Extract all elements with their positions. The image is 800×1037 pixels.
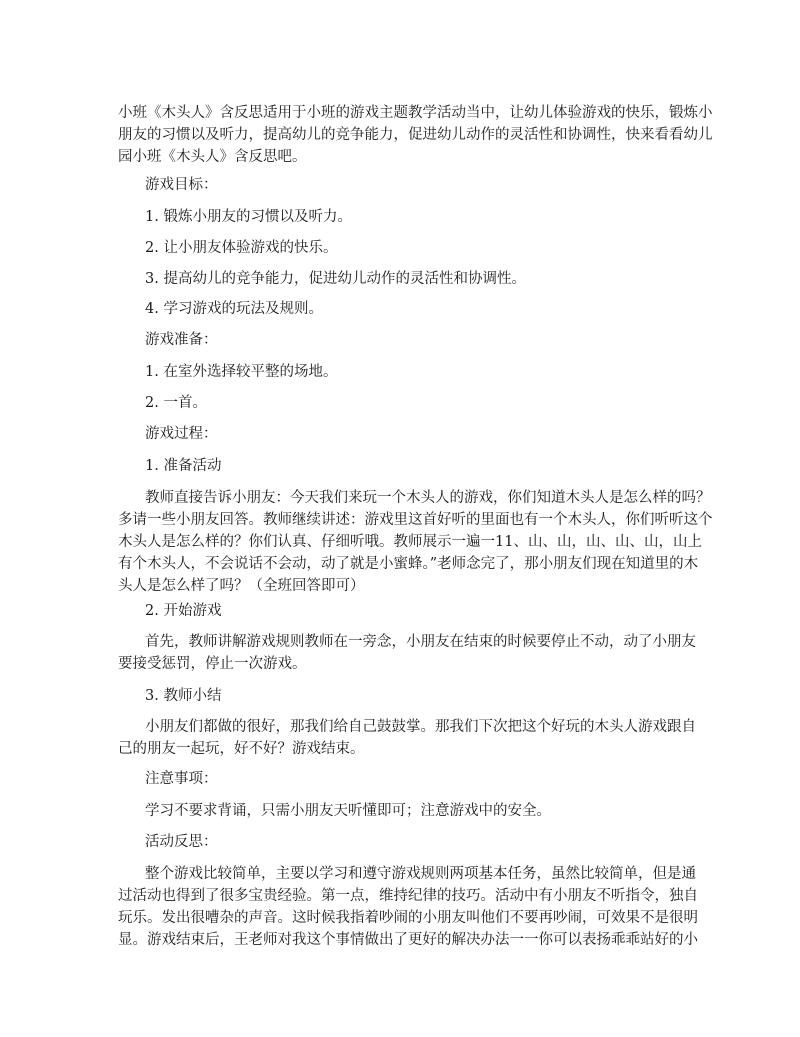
goal-item-2: 2. 让小朋友体验游戏的快乐。 xyxy=(145,240,338,256)
step3-paragraph xyxy=(118,716,696,760)
goal-item-4: 4. 学习游戏的玩法及规则。 xyxy=(145,301,323,317)
notes-text: 学习不要求背诵，只需小朋友天听懂即可；注意游戏中的安全。 xyxy=(145,803,551,819)
step3-line: 小朋友们都做的很好，那我们给自己鼓鼓掌。那我们下次把这个好玩的木头人游戏跟自 xyxy=(145,719,696,735)
step3-title: 3. 教师小结 xyxy=(145,688,222,704)
step1-title: 1. 准备活动 xyxy=(145,458,222,474)
intro-line: 小班《木头人》含反思适用于小班的游戏主题教学活动当中，让幼儿体验游戏的快乐，锻炼小 xyxy=(118,105,713,121)
step3-line: 己的朋友一起玩，好不好？游戏结束。 xyxy=(118,741,365,757)
step2-line: 要接受惩罚，停止一次游戏。 xyxy=(118,656,307,672)
goals-heading: 游戏目标： xyxy=(145,177,218,193)
step1-line: 教师直接告诉小朋友：今天我们来玩一个木头人的游戏，你们知道木头人是怎么样的吗？ xyxy=(145,490,711,506)
step1-line: 多请一些小朋友回答。教师继续讲述：游戏里这首好听的里面也有一个木头人，你们听听这个 xyxy=(118,512,713,528)
step1-line: 木头人是怎么样的？你们认真、仔细听哦。教师展示一遍一11、山、山，山、山、山，山上 xyxy=(118,534,702,550)
step1-line: 有个木头人，不会说话不会动，动了就是小蜜蜂。”老师念完了，那小朋友们现在知道里的木 xyxy=(118,556,699,572)
preparation-item-1: 1. 在室外选择较平整的场地。 xyxy=(145,364,338,380)
reflection-line: 玩乐。发出很嘈杂的声音。这时候我指着吵闹的小朋友叫他们不要再吵闹，可效果不是很明 xyxy=(118,910,698,926)
reflection-line: 过活动也得到了很多宝贵经验。第一点，维持纪律的技巧。活动中有小朋友不听指令，独自 xyxy=(118,888,698,904)
step2-paragraph xyxy=(118,631,696,675)
goal-item-3: 3. 提高幼儿的竞争能力，促进幼儿动作的灵活性和协调性。 xyxy=(145,271,526,287)
reflection-paragraph xyxy=(118,863,698,951)
preparation-heading: 游戏准备： xyxy=(145,332,218,348)
intro-line: 朋友的习惯以及听力，提高幼儿的竞争能力，促进幼儿动作的灵活性和协调性，快来看看幼儿 xyxy=(118,127,713,143)
step1-paragraph xyxy=(118,487,713,597)
notes-heading: 注意事项： xyxy=(145,771,218,787)
goal-item-1: 1. 锻炼小朋友的习惯以及听力。 xyxy=(145,209,352,225)
step2-line: 首先，教师讲解游戏规则教师在一旁念，小朋友在结束的时候要停止不动，动了小朋友 xyxy=(145,634,696,650)
reflection-line: 整个游戏比较简单，主要以学习和遵守游戏规则两项基本任务，虽然比较简单，但是通 xyxy=(145,866,696,882)
reflection-line: 显。游戏结束后，王老师对我这个事情做出了更好的解决办法一一你可以表扬乖乖站好的小 xyxy=(118,932,698,948)
reflection-heading: 活动反思： xyxy=(145,834,218,850)
step2-title: 2. 开始游戏 xyxy=(145,603,222,619)
process-heading: 游戏过程： xyxy=(145,426,218,442)
preparation-item-2: 2. 一首。 xyxy=(145,395,207,411)
step1-line: 头人是怎么样了吗？（全班回答即可） xyxy=(118,578,365,594)
intro-paragraph xyxy=(118,102,713,168)
intro-line: 园小班《木头人》含反思吧。 xyxy=(118,149,307,165)
